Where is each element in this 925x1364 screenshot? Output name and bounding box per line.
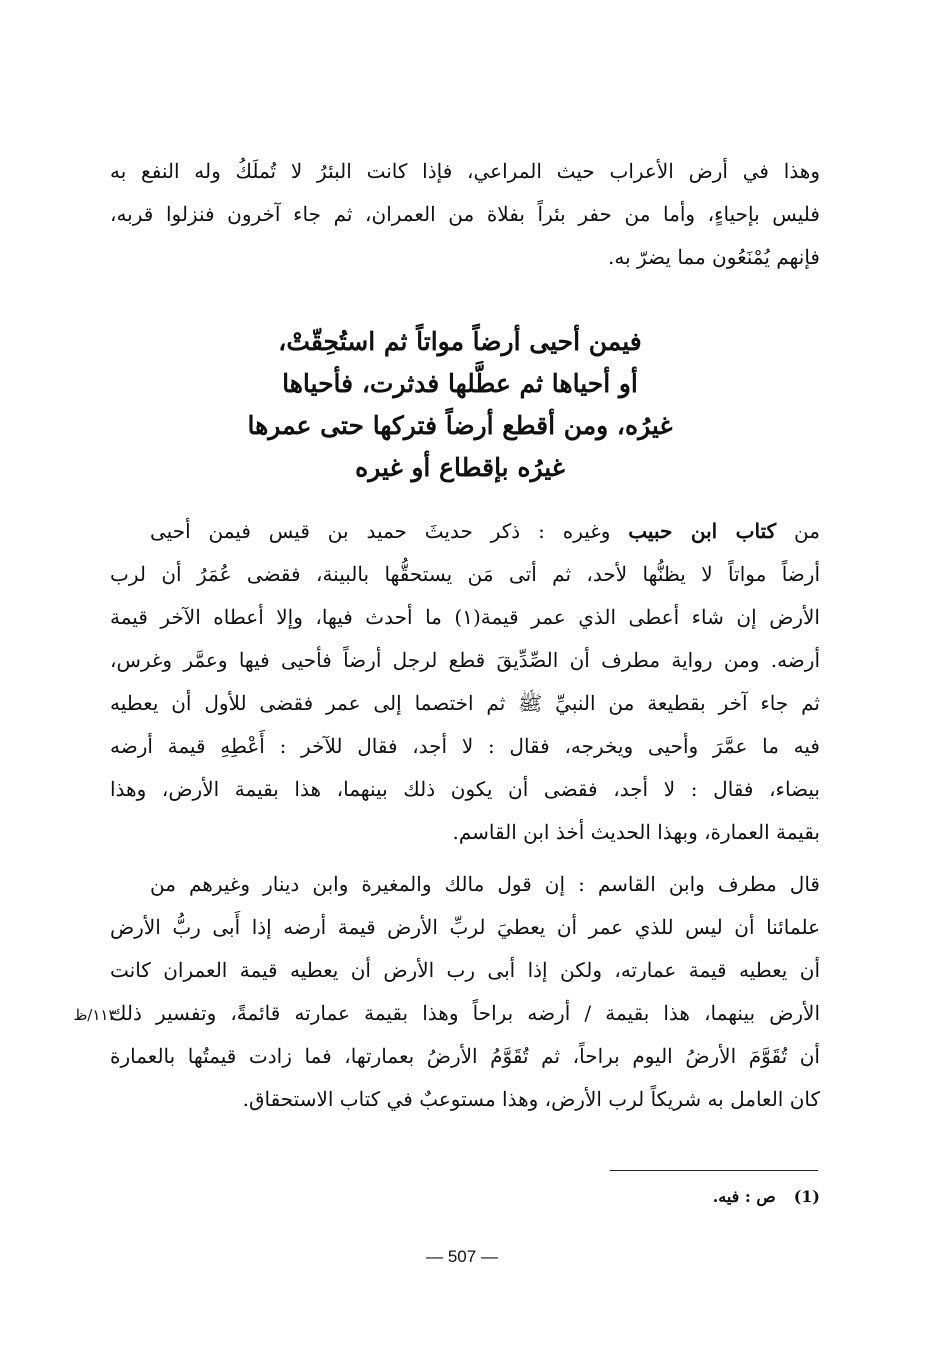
body-text-line: أن تُقَوَّمَ الأرضُ اليوم براحاً، ثم تُقَوَّمُ الأرضُ بعمارتها، فما زادت قيمتُها بالعمارة xyxy=(110,1044,820,1068)
body-text-line: فإنهم يُمْنَعُون مما يضرّ به. xyxy=(608,245,820,269)
footnote xyxy=(520,1182,820,1212)
section-heading-line: غيرُه، ومن أقطع أرضاً فتركها حتى عمرها xyxy=(247,411,673,440)
margin-folio-note: ١١٣/ظ xyxy=(73,1006,117,1024)
body-text-line: فيه ما عمَّرَ وأحيى ويخرجه، فقال : لا أجد، فقال للآخر : أَعْطِهِ قيمة أرضه xyxy=(110,734,820,758)
body-text-line: بيضاء، فقال : لا أجد، فقضى أن يكون ذلك بينهما، هذا بقيمة الأرض، وهذا xyxy=(110,777,820,801)
section-heading-line: فيمن أحيى أرضاً مواتاً ثم استُحِقّتْ، xyxy=(278,327,642,356)
body-text-line: أرضاً مواتاً لا يظنُّها لأحد، ثم أتى مَن يستحقُّها بالبينة، فقضى عُمَرُ أن لرب xyxy=(110,562,820,586)
body-text-line xyxy=(150,512,820,550)
body-text-line: أن يعطيه قيمة عمارته، ولكن إذا أبى رب الأرض أن يعطيه قيمة العمران كانت xyxy=(110,958,820,982)
page-number: — 507 — xyxy=(426,1247,498,1266)
text-lead: من xyxy=(776,519,820,543)
footnote-text: ص : فيه. xyxy=(712,1187,776,1206)
body-text-line: ثم جاء آخر بقطيعة من النبيِّ ﷺ ثم اختصما إلى عمر فقضى للأول أن يعطيه xyxy=(110,691,820,715)
section-heading-line: أو أحياها ثم عطَّلها فدثرت، فأحياها xyxy=(282,369,638,398)
section-heading-line: غيرُه بإقطاع أو غيره xyxy=(355,453,565,482)
footnote-number: (1) xyxy=(793,1187,820,1206)
body-text-line: الأرض إن شاء أعطى الذي عمر قيمة(١) ما أحدث فيها، وإلا أعطاه الآخر قيمة xyxy=(110,605,820,629)
body-text-line: بقيمة العمارة، وبهذا الحديث أخذ ابن القاسم. xyxy=(452,820,820,844)
source-title: كتاب ابن حبيب xyxy=(628,519,777,543)
body-text-line: وهذا في أرض الأعراب حيث المراعي، فإذا كانت البئرُ لا تُملَكُ وله النفع به xyxy=(110,159,820,183)
text-rest: وغيره : ذكر حديثَ حميد بن قيس فيمن أحيى xyxy=(150,519,629,543)
body-text-line: كان العامل به شريكاً لرب الأرض، وهذا مستوعبٌ في كتاب الاستحقاق. xyxy=(242,1087,820,1111)
body-text-line: الأرض بينهما، هذا بقيمة / أرضه براحاً وهذا بقيمة عمارته قائمةً، وتفسير ذلك xyxy=(110,1001,820,1025)
body-text-line: أرضه. ومن رواية مطرف أن الصِّدِّيقَ قطع لرجل أرضاً فأحيى فيها وعمَّر وغرس، xyxy=(110,648,820,672)
body-text-line: فليس بإحياءٍ، وأما من حفر بئراً بفلاة من العمران، ثم جاء آخرون فنزلوا قربه، xyxy=(110,202,820,226)
body-text-line: علمائنا أن ليس للذي عمر أن يعطيَ لربِّ الأرض قيمة أرضه إذا أَبى ربُّ الأرض xyxy=(110,915,820,939)
body-text-line: قال مطرف وابن القاسم : إن قول مالك والمغيرة وابن دينار وغيرهم من xyxy=(150,872,820,896)
footnote-separator xyxy=(610,1170,818,1171)
